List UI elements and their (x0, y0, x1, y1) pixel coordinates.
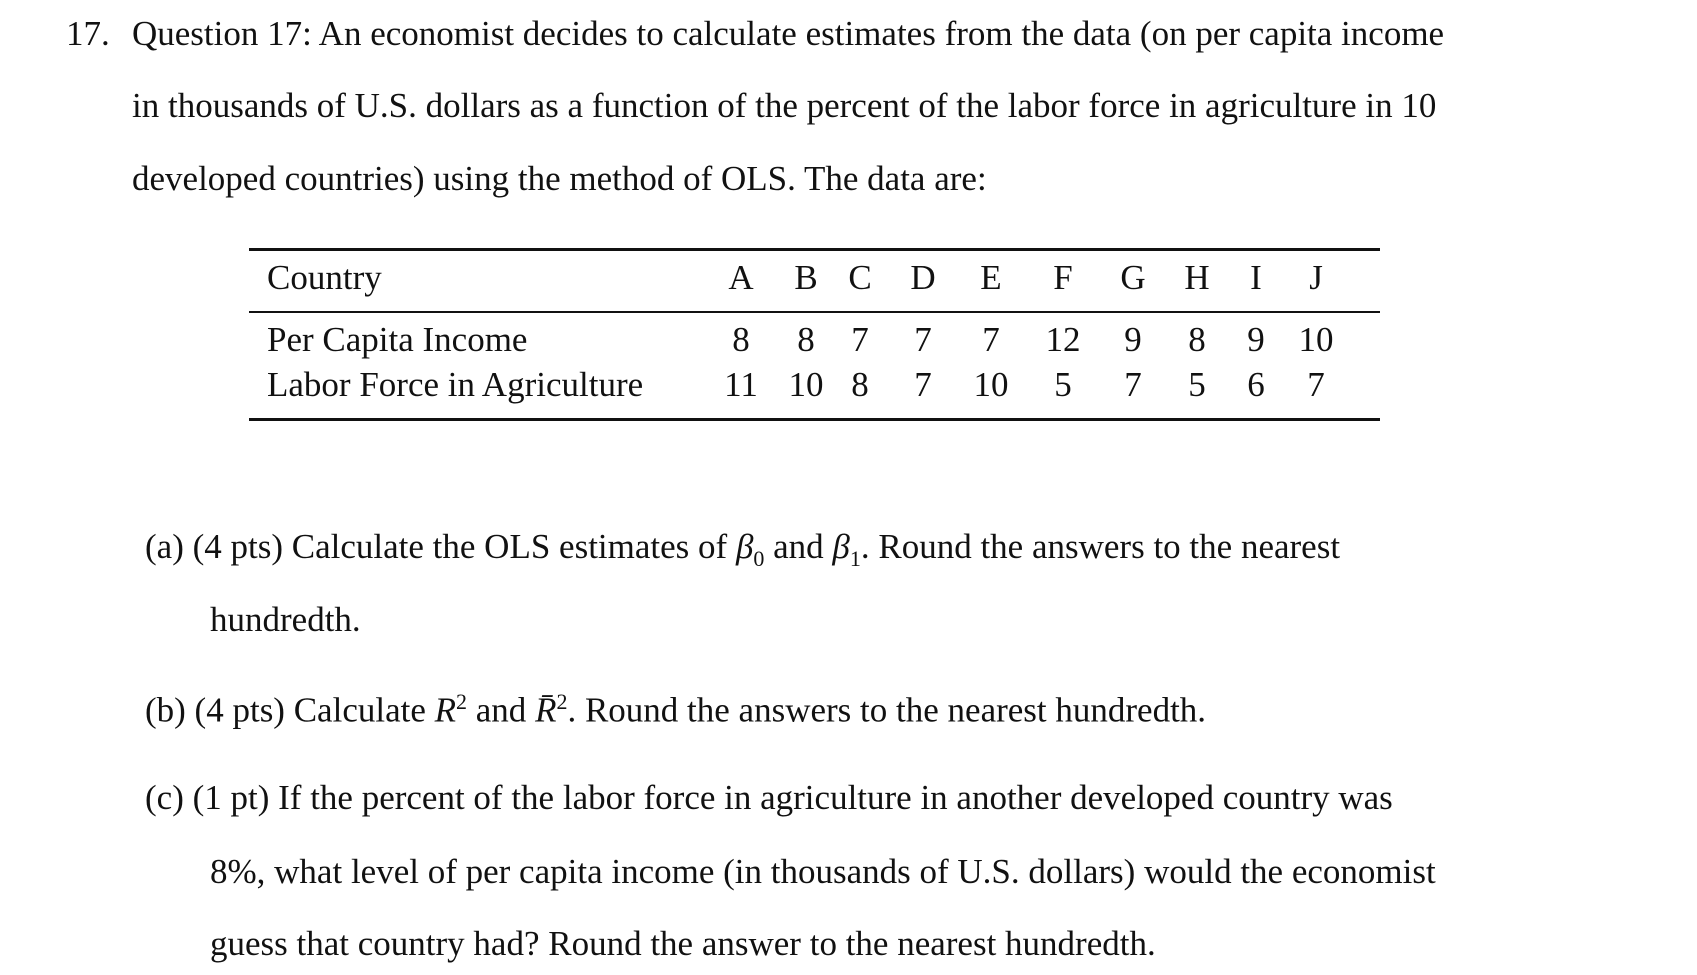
beta-1-symbol: β (832, 527, 850, 566)
table-cell: 8 (851, 365, 869, 404)
part-a-line-1 (145, 527, 1340, 572)
table-cell: 7 (1124, 365, 1142, 404)
country-header: I (1250, 258, 1262, 297)
part-b-line (145, 689, 1206, 731)
part-c-line-3: guess that country had? Round the answer to the nearest hundredth. (210, 924, 1156, 963)
table-cell: 10 (788, 365, 824, 404)
part-a-line-2: hundredth. (210, 600, 361, 639)
part-a-and: and (764, 527, 833, 566)
table-cell: 8 (797, 320, 815, 359)
table-cell: 7 (914, 320, 932, 359)
table-cell: 7 (1307, 365, 1325, 404)
part-b-lead: (b) (4 pts) Calculate (145, 690, 435, 730)
question-number: 17. (66, 14, 110, 53)
country-header: B (794, 258, 818, 297)
country-header: H (1184, 258, 1210, 297)
adjusted-r-squared-superscript: 2 (556, 689, 568, 714)
data-table (249, 248, 1380, 423)
country-header: F (1053, 258, 1073, 297)
beta-0-symbol: β (735, 527, 754, 566)
table-cell: 5 (1188, 365, 1206, 404)
table-cell: 8 (732, 320, 750, 359)
beta-1-subscript: 1 (849, 546, 861, 571)
r-squared-symbol: R (434, 690, 457, 730)
country-header: A (728, 258, 754, 297)
table-cell: 8 (1188, 320, 1206, 359)
table-cell: 7 (914, 365, 932, 404)
question-text-line-2: in thousands of U.S. dollars as a function of the percent of the labor force in agriculture in 10 (132, 86, 1437, 125)
country-header: E (980, 258, 1002, 297)
table-cell: 7 (982, 320, 1000, 359)
r-squared-superscript: 2 (456, 689, 468, 714)
part-c-line-1: (c) (1 pt) If the percent of the labor force in agriculture in another developed country was (145, 778, 1393, 817)
table-mid-rule (249, 311, 1380, 313)
table-top-rule (249, 248, 1380, 251)
question-text-line-1: Question 17: An economist decides to calculate estimates from the data (on per capita income (132, 14, 1445, 53)
adjusted-r-squared-symbol: R̄ (535, 690, 557, 730)
part-b-and: and (467, 690, 536, 730)
part-b-tail: . Round the answers to the nearest hundredth. (567, 690, 1207, 730)
country-header: J (1309, 258, 1323, 297)
table-cell: 7 (851, 320, 869, 359)
table-header-label: Country (267, 258, 382, 297)
row-label-income: Per Capita Income (267, 320, 528, 359)
country-header: D (910, 258, 936, 297)
table-cell: 10 (1298, 320, 1334, 359)
table-bottom-rule (249, 418, 1380, 421)
row-label-labor: Labor Force in Agriculture (267, 365, 644, 404)
part-a-tail: . Round the answers to the nearest (860, 527, 1341, 566)
table-cell: 9 (1124, 320, 1142, 359)
country-header: G (1120, 258, 1146, 297)
beta-0-subscript: 0 (753, 546, 765, 571)
part-c-line-2: 8%, what level of per capita income (in thousands of U.S. dollars) would the economist (210, 852, 1436, 891)
country-header: C (848, 258, 872, 297)
part-a-lead: (a) (4 pts) Calculate the OLS estimates of (145, 527, 736, 566)
table-cell: 10 (973, 365, 1009, 404)
table-cell: 11 (724, 365, 758, 404)
table-cell: 9 (1247, 320, 1265, 359)
table-cell: 5 (1054, 365, 1072, 404)
question-text-line-3: developed countries) using the method of OLS. The data are: (132, 159, 987, 198)
table-cell: 6 (1247, 365, 1265, 404)
table-cell: 12 (1045, 320, 1081, 359)
